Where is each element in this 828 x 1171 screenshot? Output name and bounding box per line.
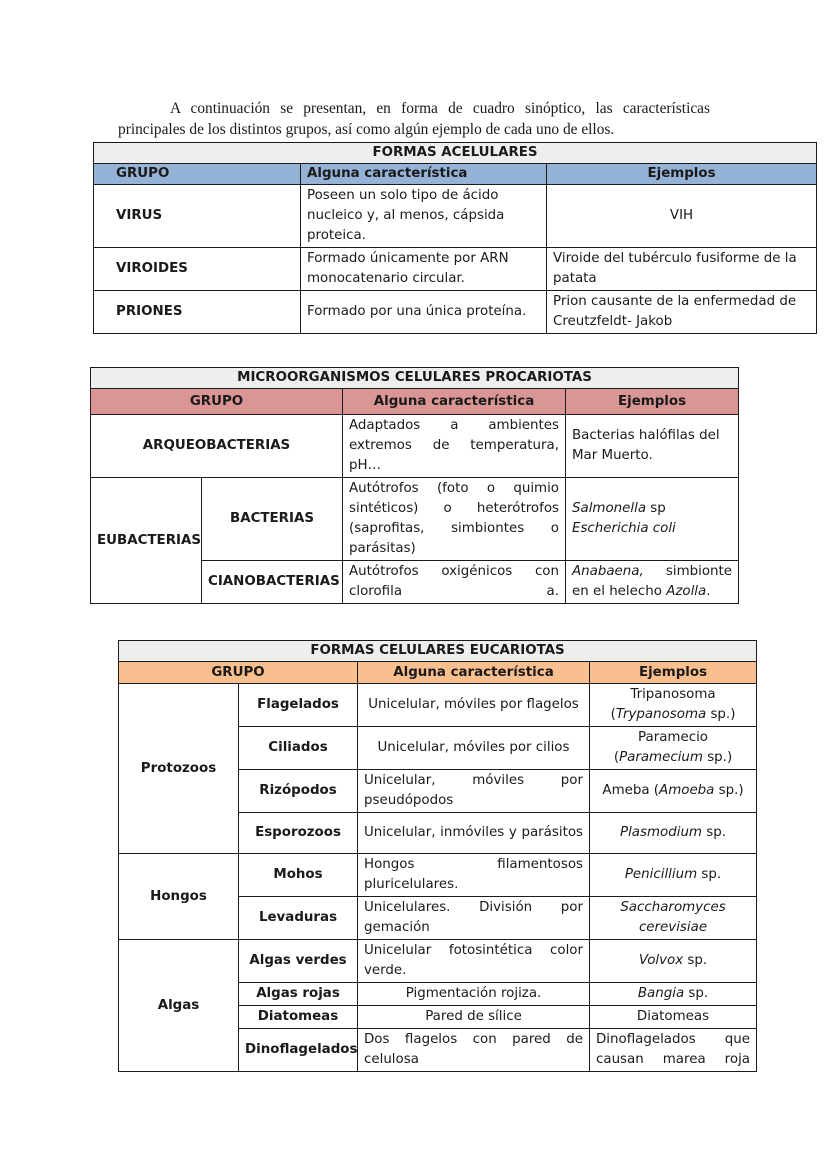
row-ejemplo: Penicillium sp. <box>590 854 757 897</box>
row-caracteristica: Unicelular, inmóviles y parásitos <box>358 813 590 854</box>
row-subgrupo: Algas rojas <box>239 983 358 1006</box>
row-subgrupo: Dinoflagelados <box>239 1029 358 1072</box>
header-grupo: GRUPO <box>94 164 301 185</box>
acelulares-table <box>93 142 817 334</box>
row-subgrupo: Mohos <box>239 854 358 897</box>
row-caracteristica: Hongos filamentosos pluricelulares. <box>358 854 590 897</box>
row-caracteristica: Pared de sílice <box>358 1006 590 1029</box>
row-grupo: EUBACTERIAS <box>91 478 202 604</box>
header-ejemplos: Ejemplos <box>566 389 739 415</box>
header-grupo: GRUPO <box>119 662 358 684</box>
row-subgrupo: CIANOBACTERIAS <box>202 561 343 604</box>
row-grupo: Algas <box>119 940 239 1072</box>
header-ejemplos: Ejemplos <box>590 662 757 684</box>
row-caracteristica: Unicelulares. División por gemación <box>358 897 590 940</box>
row-ejemplo: Volvox sp. <box>590 940 757 983</box>
row-caracteristica: Unicelular, móviles por cilios <box>358 727 590 770</box>
row-ejemplo: Viroide del tubérculo fusiforme de la patata <box>547 248 817 291</box>
row-caracteristica: Dos flagelos con pared de celulosa <box>358 1029 590 1072</box>
table-row <box>94 248 817 291</box>
row-subgrupo: Levaduras <box>239 897 358 940</box>
row-subgrupo: Rizópodos <box>239 770 358 813</box>
header-ejemplos: Ejemplos <box>547 164 817 185</box>
row-ejemplo: Plasmodium sp. <box>590 813 757 854</box>
table-row <box>119 940 757 983</box>
table-row <box>119 684 757 727</box>
intro-paragraph: A continuación se presentan, en forma de cuadro sinóptico, las características principales de los distintos grupos, así como algún ejemplo de cada uno de ellos. <box>118 100 710 138</box>
eucariotas-table <box>118 640 757 1072</box>
row-subgrupo: Algas verdes <box>239 940 358 983</box>
table-row <box>94 185 817 248</box>
table-row <box>91 478 739 561</box>
row-caracteristica: Formado únicamente por ARN monocatenario circular. <box>301 248 547 291</box>
row-ejemplo: Paramecio (Paramecium sp.) <box>590 727 757 770</box>
row-caracteristica: Pigmentación rojiza. <box>358 983 590 1006</box>
table-row <box>119 854 757 897</box>
row-grupo: VIRUS <box>94 185 301 248</box>
table-title: FORMAS ACELULARES <box>94 143 817 164</box>
table-row <box>94 291 817 334</box>
row-grupo: ARQUEOBACTERIAS <box>91 415 343 478</box>
row-ejemplo: Tripanosoma (Trypanosoma sp.) <box>590 684 757 727</box>
row-ejemplo: Dinoflagelados que causan marea roja <box>590 1029 757 1072</box>
header-caracteristica: Alguna característica <box>343 389 566 415</box>
header-caracteristica: Alguna característica <box>301 164 547 185</box>
row-ejemplo: Anabaena, simbionte en el helecho Azolla. <box>566 561 739 604</box>
row-ejemplo: Bangia sp. <box>590 983 757 1006</box>
row-subgrupo: Diatomeas <box>239 1006 358 1029</box>
row-caracteristica: Unicelular fotosintética color verde. <box>358 940 590 983</box>
row-caracteristica: Unicelular, móviles por flagelos <box>358 684 590 727</box>
row-subgrupo: Ciliados <box>239 727 358 770</box>
row-subgrupo: Flagelados <box>239 684 358 727</box>
row-ejemplo: Salmonella sp Escherichia coli <box>566 478 739 561</box>
row-grupo: Hongos <box>119 854 239 940</box>
row-caracteristica: Unicelular, móviles por pseudópodos <box>358 770 590 813</box>
row-caracteristica: Adaptados a ambientes extremos de temperatura, pH… <box>343 415 566 478</box>
row-ejemplo: Bacterias halófilas del Mar Muerto. <box>566 415 739 478</box>
header-grupo: GRUPO <box>91 389 343 415</box>
row-subgrupo: BACTERIAS <box>202 478 343 561</box>
row-grupo: VIROIDES <box>94 248 301 291</box>
row-caracteristica: Formado por una única proteína. <box>301 291 547 334</box>
table-row <box>91 415 739 478</box>
row-ejemplo: VIH <box>547 185 817 248</box>
row-subgrupo: Esporozoos <box>239 813 358 854</box>
row-ejemplo: Saccharomyces cerevisiae <box>590 897 757 940</box>
table-title: FORMAS CELULARES EUCARIOTAS <box>119 641 757 662</box>
row-caracteristica: Autótrofos oxigénicos con clorofila a. <box>343 561 566 604</box>
row-caracteristica: Poseen un solo tipo de ácido nucleico y, al menos, cápsida proteica. <box>301 185 547 248</box>
row-ejemplo: Diatomeas <box>590 1006 757 1029</box>
header-caracteristica: Alguna característica <box>358 662 590 684</box>
procariotas-table <box>90 367 739 604</box>
row-caracteristica: Autótrofos (foto o quimio sintéticos) o heterótrofos (saprofitas, simbiontes o parásitas) <box>343 478 566 561</box>
row-ejemplo: Prion causante de la enfermedad de Creutzfeldt- Jakob <box>547 291 817 334</box>
row-ejemplo: Ameba (Amoeba sp.) <box>590 770 757 813</box>
row-grupo: PRIONES <box>94 291 301 334</box>
table-title: MICROORGANISMOS CELULARES PROCARIOTAS <box>91 368 739 389</box>
row-grupo: Protozoos <box>119 684 239 854</box>
